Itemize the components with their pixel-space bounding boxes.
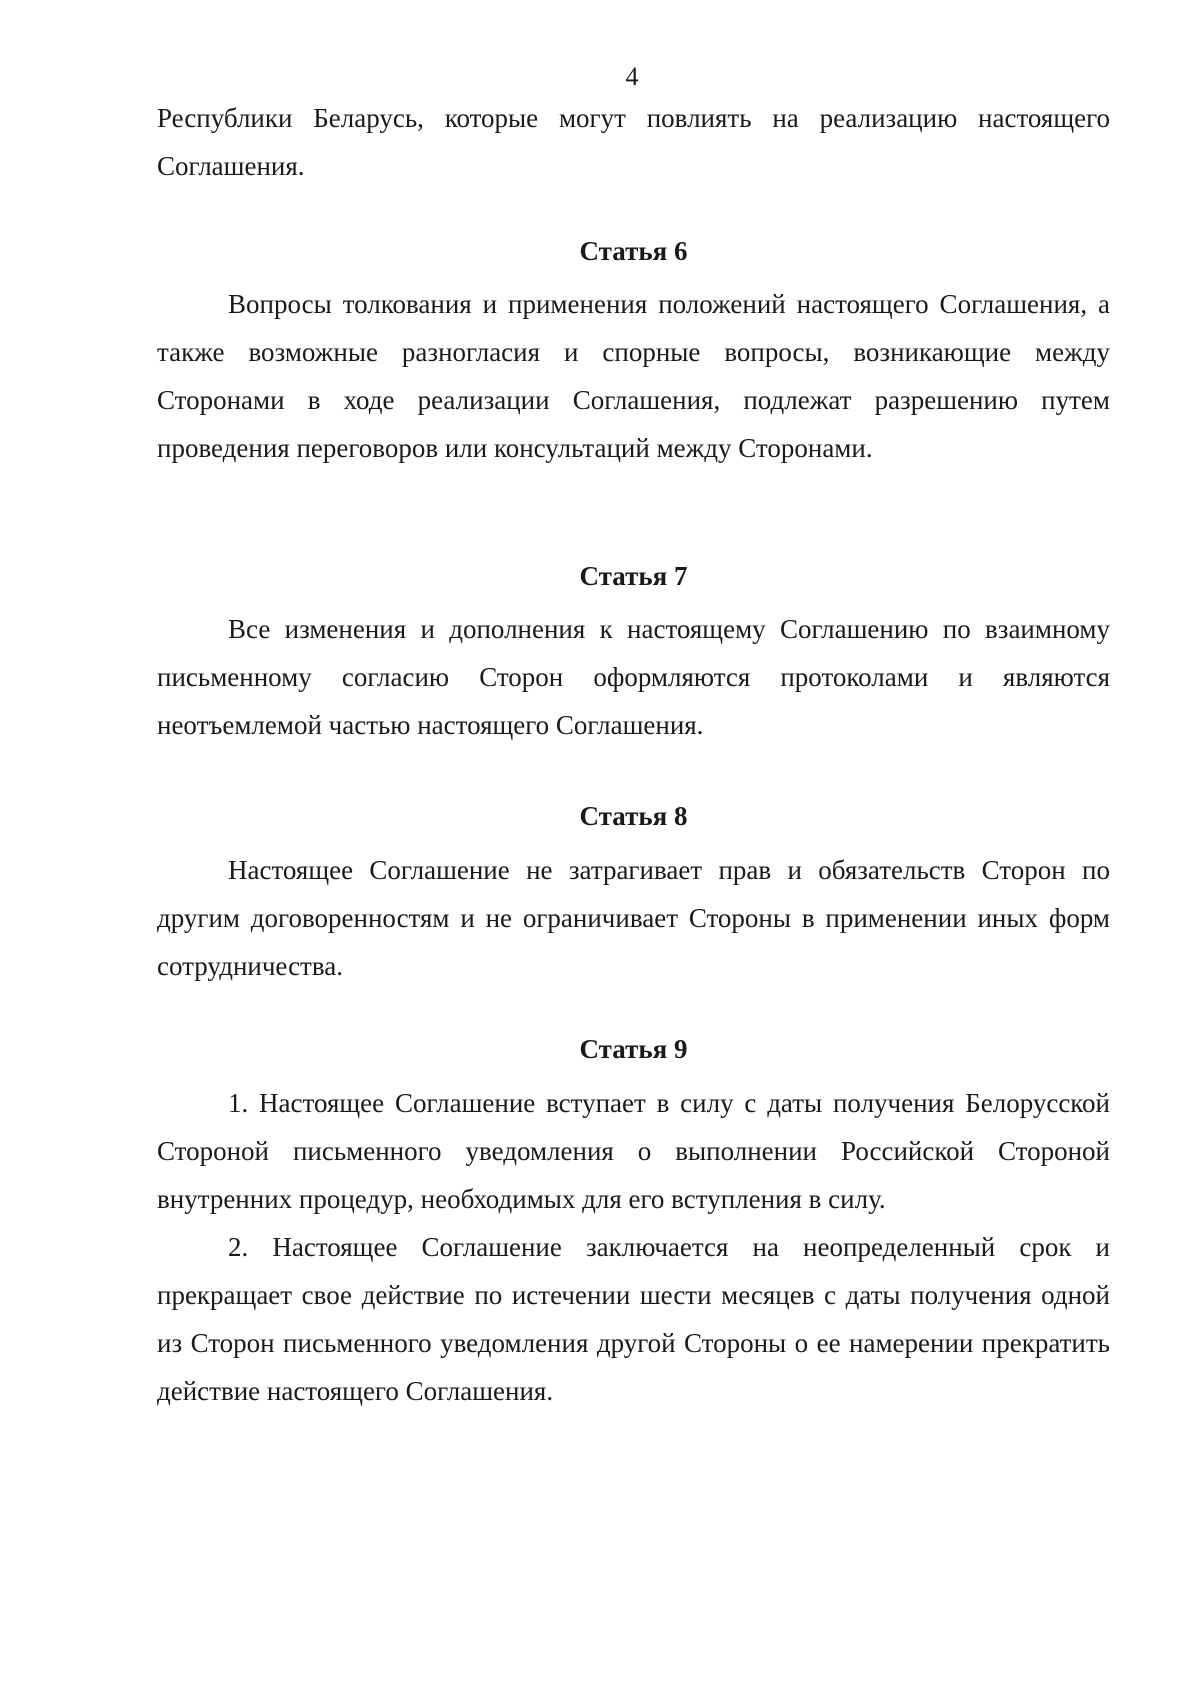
- article-7-body: [157, 605, 1110, 749]
- paragraph-text: Республики Беларусь, которые могут повлиять на реализацию настоящего Соглашения.: [157, 103, 1110, 181]
- paragraph-text: Вопросы толкования и применения положений настоящего Соглашения, а также возможные разногласия и спорные вопросы, возникающие между Сторонами в ходе реализации Соглашения, подлежат разрешению путем проведения переговоров или консультаций между Сторонами.: [157, 289, 1110, 463]
- article-8-body: [157, 846, 1110, 990]
- paragraph-text: Все изменения и дополнения к настоящему Соглашению по взаимному письменному согласию Сторон оформляются протоколами и являются неотъемлемой частью настоящего Соглашения.: [157, 614, 1110, 740]
- page-number: 4: [625, 62, 639, 91]
- article-6-heading: Статья 6: [579, 236, 688, 266]
- paragraph-text: Настоящее Соглашение не затрагивает прав и обязательств Сторон по другим договоренностям и не ограничивает Стороны в применении иных форм сотрудничества.: [157, 855, 1110, 981]
- paragraph-text: 1. Настоящее Соглашение вступает в силу с даты получения Белорусской Стороной письменного уведомления о выполнении Российской Стороной внутренних процедур, необходимых для его вступления в силу.: [157, 1088, 1110, 1214]
- article-7-heading: Статья 7: [579, 561, 688, 591]
- paragraph-text: 2. Настоящее Соглашение заключается на неопределенный срок и прекращает свое действие по истечении шести месяцев с даты получения одной из Сторон письменного уведомления другой Стороны о ее намерении прекратить действие настоящего Соглашения.: [157, 1232, 1110, 1406]
- article-9-heading: Статья 9: [579, 1034, 688, 1064]
- article-8-heading: Статья 8: [579, 801, 688, 831]
- intro-paragraph: [157, 94, 1110, 190]
- article-6-body: [157, 280, 1110, 472]
- article-9-body: [157, 1079, 1110, 1415]
